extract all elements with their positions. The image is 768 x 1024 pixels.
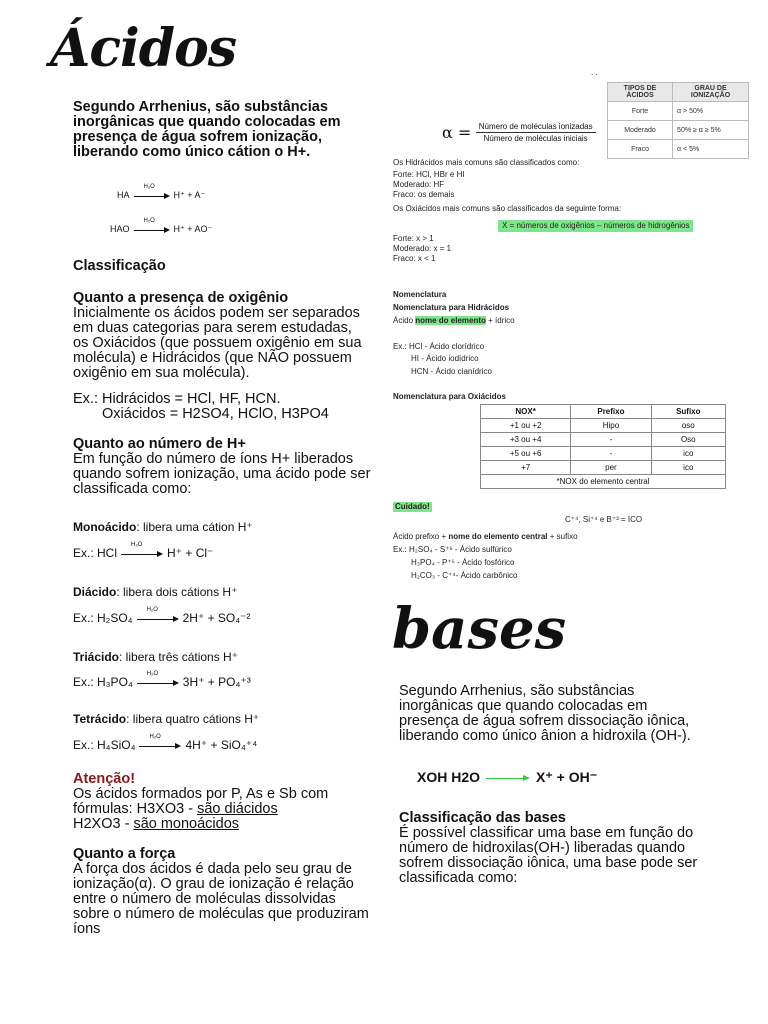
- arrow-icon: H₂O: [134, 192, 170, 200]
- x-formula-highlight: X = números de oxigênios – números de hidrogênios: [498, 220, 693, 232]
- atencao-heading: Atenção!: [73, 771, 136, 787]
- reaction-left: HAO: [110, 224, 130, 234]
- example-oxiacidos: Oxiácidos = H2SO4, HClO, H3PO4: [102, 406, 329, 422]
- tetracido-label: Tetrácido: libera quatro cátions H⁺: [73, 712, 260, 726]
- table-row: +3 ou +4 - Oso: [481, 433, 726, 447]
- arrow-icon: H₂O: [134, 226, 170, 234]
- diacido-example: Ex.: H₂SO₄ H₂O 2H⁺ + SO₄⁻²: [73, 606, 251, 625]
- cuidado-label: Cuidado!: [395, 502, 430, 511]
- nox-table: NOX* Prefixo Sufixo +1 ou +2 Hipo oso +3 ou +4 - Oso +5 ou +6 - ico +7 per ico *NOX do elemento central: [480, 404, 726, 489]
- bases-class-heading: Classificação das bases: [399, 810, 566, 826]
- hidracidos-intro: Os Hidrácidos mais comuns são classificados como:: [393, 158, 580, 167]
- arrow-icon: [486, 774, 530, 782]
- oxiacidos-fraco: Fraco: x < 1: [393, 254, 436, 263]
- table-row: Moderado 50% ≥ α ≥ 5%: [608, 121, 749, 140]
- oxiacido-example: H₃PO₄ - P⁺⁵ - Ácido fosfórico: [411, 558, 515, 567]
- hidracidos-moderado: Moderado: HF: [393, 180, 445, 189]
- nomenclatura-oxiacidos-rule: Ácido prefixo + nome do elemento central + sufixo: [393, 532, 578, 541]
- arrow-icon: H₂O: [137, 615, 179, 623]
- oxigenio-paragraph: Inicialmente os ácidos podem ser separados em duas categorias para serem estudadas, os Oxiácidos (que possuem oxigênio em sua molécula) e Hidrácidos (que NÃO possuem oxigênio em sua molécula).: [73, 305, 362, 381]
- numero-h-paragraph: Em função do número de íons H+ liberados quando sofrem ionização, uma ácido pode ser classificada como:: [73, 451, 371, 497]
- triacido-label: Triácido: libera três cátions H⁺: [73, 650, 239, 664]
- atencao-line1: Os ácidos formados por P, As e Sb com fórmulas: H3XO3 - são diácidos: [73, 786, 329, 817]
- triacido-example: Ex.: H₃PO₄ H₂O 3H⁺ + PO₄⁺³: [73, 670, 251, 689]
- nomenclatura-heading: Nomenclatura: [393, 290, 447, 299]
- reaction-right: H⁺ + AO⁻: [173, 224, 213, 234]
- acidos-title: Ácidos: [50, 18, 237, 79]
- atencao-line2: H2XO3 - são monoácidos: [73, 816, 240, 832]
- cuidado-equation: C⁺⁴, Si⁺⁴ e B⁺³ = ICO: [565, 515, 643, 524]
- ionization-table: TIPOS DE ÁCIDOS GRAU DE IONIZAÇÃO Forte α > 50% Moderado 50% ≥ α ≥ 5% Fraco α < 5%: [607, 82, 749, 159]
- forca-paragraph: A força dos ácidos é dada pelo seu grau de ionização(α). O grau de ionização é relação entre o número de moléculas dissolvidas sobre o número de moléculas que produziram íons: [73, 861, 369, 937]
- forca-heading: Quanto a força: [73, 846, 176, 862]
- nomenclatura-hidracidos-heading: Nomenclatura para Hidrácidos: [393, 303, 510, 312]
- table-row: +7 per ico: [481, 461, 726, 475]
- table-row: +1 ou +2 Hipo oso: [481, 419, 726, 433]
- dots: . .: [591, 68, 598, 77]
- alpha-formula: α = $\frac{\text{Número de moléculas ionizadas}}{\text{Número de moléculas iniciais}}$: [442, 122, 596, 143]
- hidracido-example: HCN - Ácido cianídrico: [411, 367, 492, 376]
- oxiacidos-forte: Forte: x > 1: [393, 234, 434, 243]
- bases-title: bases: [392, 596, 567, 662]
- classificacao-heading: Classificação: [73, 258, 166, 274]
- table-row: Forte α > 50%: [608, 102, 749, 121]
- reaction-hao: [110, 217, 213, 235]
- monoacido-example: Ex.: HCl H₂O H⁺ + Cl⁻: [73, 541, 214, 560]
- reaction-left: HA: [117, 190, 130, 200]
- hidracidos-forte: Forte: HCl, HBr e HI: [393, 170, 465, 179]
- monoacido-label: Monoácido: libera uma cátion H⁺: [73, 520, 253, 534]
- hidracidos-fraco: Fraco: os demais: [393, 190, 455, 199]
- reaction-ha: [117, 183, 206, 201]
- oxigenio-heading: Quanto a presença de oxigênio: [73, 290, 289, 306]
- hidracido-example: HI - Ácido iodídrico: [411, 354, 479, 363]
- oxiacido-example: Ex.: H₂SO₄ - S⁺⁶ - Ácido sulfúrico: [393, 545, 512, 554]
- table-row: Fraco α < 5%: [608, 140, 749, 159]
- nomenclatura-hidracidos-rule: Ácido nome do elemento + ídrico: [393, 316, 515, 325]
- arrow-icon: H₂O: [139, 742, 181, 750]
- oxiacido-example: H₂CO₃ - C⁺⁴- Ácido carbônico: [411, 571, 518, 580]
- bases-intro: Segundo Arrhenius, são substâncias inorgânicas que quando colocadas em presença de água sofrem dissociação iônica, liberando como único ânion a hidroxila (OH-).: [399, 683, 691, 744]
- arrow-icon: H₂O: [121, 550, 163, 558]
- oxiacidos-intro: Os Oxiácidos mais comuns são classificados da seguinte forma:: [393, 204, 622, 213]
- table-row: +5 ou +6 - ico: [481, 447, 726, 461]
- nomenclatura-oxiacidos-heading: Nomenclatura para Oxiácidos: [393, 392, 506, 401]
- example-hidracidos: Ex.: Hidrácidos = HCl, HF, HCN.: [73, 391, 281, 407]
- tetracido-example: Ex.: H₄SiO₄ H₂O 4H⁺ + SiO₄⁺⁴: [73, 733, 258, 752]
- arrow-icon: H₂O: [137, 679, 179, 687]
- oxiacidos-moderado: Moderado: x = 1: [393, 244, 452, 253]
- bases-class-paragraph: É possível classificar uma base em função do número de hidroxilas(OH-) liberadas quando sofrem dissociação iônica, uma base pode ser classificada como:: [399, 825, 698, 886]
- acidos-intro: Segundo Arrhenius, são substâncias inorgânicas que quando colocadas em presença de água sofrem ionização, liberando como único cátion o H+.: [73, 99, 341, 160]
- bases-equation: XOH H2O X⁺ + OH⁻: [417, 769, 598, 785]
- hidracido-example: Ex.: HCl - Ácido clorídrico: [393, 342, 485, 351]
- reaction-right: H⁺ + A⁻: [173, 190, 206, 200]
- numero-h-heading: Quanto ao número de H+: [73, 436, 246, 452]
- table-note: *NOX do elemento central: [481, 475, 726, 489]
- diacido-label: Diácido: libera dois cátions H⁺: [73, 585, 238, 599]
